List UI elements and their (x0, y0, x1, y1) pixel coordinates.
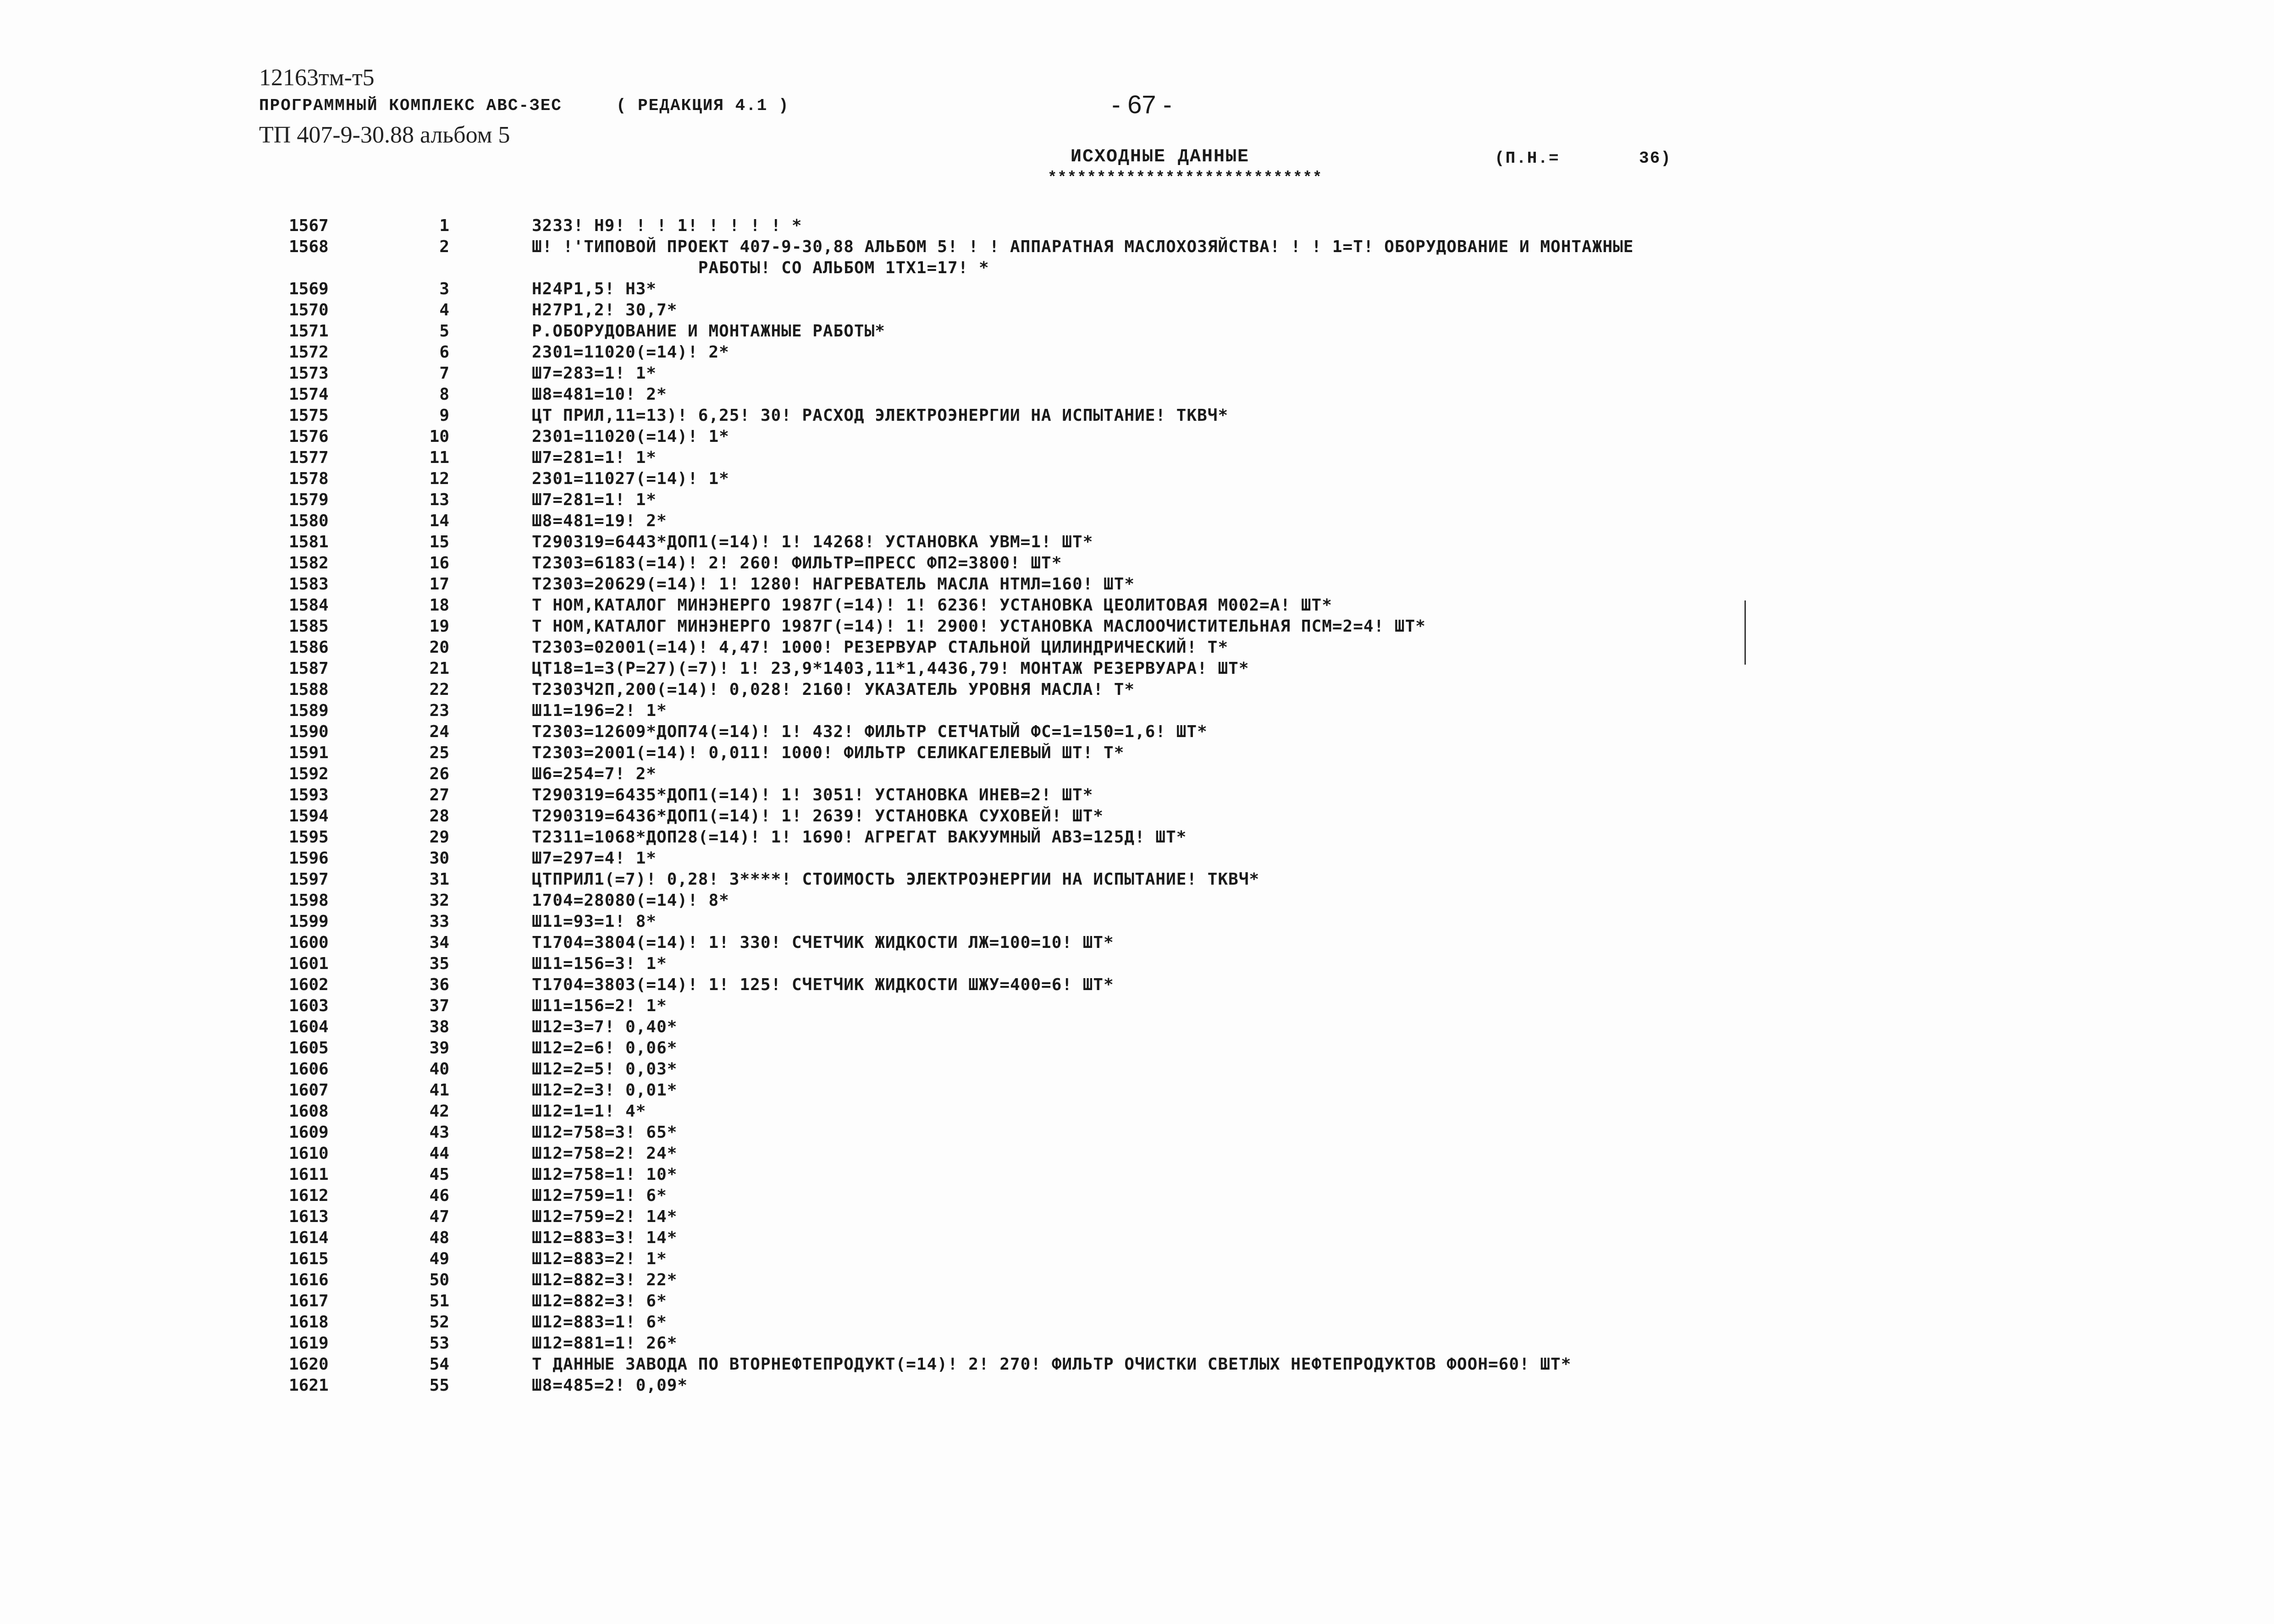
listing-row (289, 637, 2077, 658)
record-text: Ш12=882=3! 22* (532, 1271, 678, 1289)
line-number: 1572 (289, 343, 329, 362)
line-number: 1611 (289, 1165, 329, 1184)
listing-row (289, 321, 2077, 342)
record-text: Ш11=156=2! 1* (532, 996, 667, 1015)
record-text: Ш7=297=4! 1* (532, 849, 657, 868)
margin-mark (1744, 600, 1746, 665)
listing-row (289, 1249, 2077, 1270)
record-text: 1704=28080(=14)! 8* (532, 891, 729, 910)
record-text: Т2303=12609*ДОП74(=14)! 1! 432! ФИЛЬТР СЕТЧАТЫЙ ФС=1=150=1,6! ШТ* (532, 722, 1208, 741)
record-text: Т290319=6436*ДОП1(=14)! 1! 2639! УСТАНОВКА СУХОВЕЙ! ШТ* (532, 807, 1104, 826)
record-index: 1 (439, 216, 449, 235)
line-number: 1609 (289, 1123, 329, 1142)
record-index: 38 (429, 1018, 449, 1036)
record-text: Ш12=758=2! 24* (532, 1144, 678, 1163)
listing-row (289, 785, 2077, 806)
record-text: Т2303=6183(=14)! 2! 260! ФИЛЬТР=ПРЕСС ФП2=3800! ШТ* (532, 554, 1062, 573)
record-index: 53 (429, 1334, 449, 1353)
record-index: 25 (429, 743, 449, 762)
line-number: 1618 (289, 1313, 329, 1332)
record-index: 7 (439, 364, 449, 383)
line-number: 1584 (289, 596, 329, 615)
record-text: 2301=11027(=14)! 1* (532, 469, 729, 488)
line-number: 1602 (289, 975, 329, 994)
line-number: 1604 (289, 1018, 329, 1036)
line-number: 1588 (289, 680, 329, 699)
record-index: 36 (429, 975, 449, 994)
record-index: 51 (429, 1292, 449, 1310)
listing-row (289, 679, 2077, 700)
listing-row (289, 405, 2077, 426)
listing-row (289, 743, 2077, 764)
listing-row (289, 1017, 2077, 1038)
record-index: 30 (429, 849, 449, 868)
record-text: 3233! Н9! ! ! 1! ! ! ! ! * (532, 216, 802, 235)
line-number: 1615 (289, 1250, 329, 1268)
record-text: Ш12=758=3! 65* (532, 1123, 678, 1142)
line-number: 1591 (289, 743, 329, 762)
record-index: 17 (429, 575, 449, 594)
listing-row (289, 426, 2077, 447)
record-index: 46 (429, 1186, 449, 1205)
record-text: ЦТПРИЛ1(=7)! 0,28! 3****! СТОИМОСТЬ ЭЛЕКТРОЭНЕРГИИ НА ИСПЫТАНИЕ! ТКВЧ* (532, 870, 1260, 889)
document-code: 12163тм-т5 (259, 65, 375, 91)
listing-row (289, 827, 2077, 848)
listing-row (289, 237, 2077, 258)
record-index: 55 (429, 1376, 449, 1395)
record-index: 21 (429, 659, 449, 678)
record-index: 18 (429, 596, 449, 615)
record-text: Т2303=20629(=14)! 1! 1280! НАГРЕВАТЕЛЬ МАСЛА НТМЛ=160! ШТ* (532, 575, 1135, 594)
line-number: 1610 (289, 1144, 329, 1163)
record-text: 2301=11020(=14)! 2* (532, 343, 729, 362)
listing-row (289, 363, 2077, 384)
line-number: 1579 (289, 490, 329, 509)
record-index: 41 (429, 1081, 449, 1100)
record-text: Т1704=3804(=14)! 1! 330! СЧЕТЧИК ЖИДКОСТИ ЛЖ=100=10! ШТ* (532, 933, 1114, 952)
record-text: 2301=11020(=14)! 1* (532, 427, 729, 446)
line-number: 1574 (289, 385, 329, 404)
listing-row (289, 996, 2077, 1017)
line-number: 1599 (289, 912, 329, 931)
record-index: 22 (429, 680, 449, 699)
listing-row (289, 1375, 2077, 1396)
program-title: ПРОГРАММНЫЙ КОМПЛЕКС АВС-ЗЕС (259, 96, 562, 115)
record-index: 34 (429, 933, 449, 952)
listing-row (289, 721, 2077, 743)
record-text: РАБОТЫ! СО АЛЬБОМ 1ТХ1=17! * (532, 259, 989, 277)
listing-row (289, 1291, 2077, 1312)
record-index: 50 (429, 1271, 449, 1289)
record-index: 33 (429, 912, 449, 931)
line-number: 1616 (289, 1271, 329, 1289)
record-index: 8 (439, 385, 449, 404)
listing-row (289, 215, 2077, 237)
listing-row (289, 511, 2077, 532)
program-title-line (259, 96, 789, 115)
record-index: 35 (429, 954, 449, 973)
record-index: 3 (439, 280, 449, 298)
listing-row (289, 700, 2077, 721)
record-text: Ш12=759=1! 6* (532, 1186, 667, 1205)
listing-row (289, 1059, 2077, 1080)
record-text: Ш12=883=2! 1* (532, 1250, 667, 1268)
record-index: 40 (429, 1060, 449, 1079)
line-number: 1586 (289, 638, 329, 657)
record-text: Н24Р1,5! Н3* (532, 280, 657, 298)
line-number: 1589 (289, 701, 329, 720)
record-text: Ш12=2=5! 0,03* (532, 1060, 678, 1079)
listing-row (289, 848, 2077, 869)
line-number: 1596 (289, 849, 329, 868)
line-number: 1603 (289, 996, 329, 1015)
line-number: 1569 (289, 280, 329, 298)
record-text: Ш11=93=1! 8* (532, 912, 657, 931)
record-index: 5 (439, 322, 449, 341)
line-number: 1587 (289, 659, 329, 678)
record-text: Т2303=02001(=14)! 4,47! 1000! РЕЗЕРВУАР СТАЛЬНОЙ ЦИЛИНДРИЧЕСКИЙ! Т* (532, 638, 1229, 657)
record-index: 43 (429, 1123, 449, 1142)
record-index: 16 (429, 554, 449, 573)
record-text: Ш12=2=3! 0,01* (532, 1081, 678, 1100)
line-number: 1567 (289, 216, 329, 235)
record-index: 24 (429, 722, 449, 741)
record-index: 47 (429, 1207, 449, 1226)
line-number: 1608 (289, 1102, 329, 1121)
listing-row (289, 553, 2077, 574)
record-text: Ш12=882=3! 6* (532, 1292, 667, 1310)
record-index: 29 (429, 828, 449, 847)
line-number: 1598 (289, 891, 329, 910)
line-number: 1582 (289, 554, 329, 573)
listing-row (289, 890, 2077, 911)
line-number: 1568 (289, 237, 329, 256)
listing-row (289, 1164, 2077, 1185)
record-index: 32 (429, 891, 449, 910)
listing-row (289, 974, 2077, 996)
record-text: Т НОМ,КАТАЛОГ МИНЭНЕРГО 1987Г(=14)! 1! 6236! УСТАНОВКА ЦЕОЛИТОВАЯ М002=А! ШТ* (532, 596, 1332, 615)
listing-row (289, 1270, 2077, 1291)
listing-row (289, 869, 2077, 890)
listing-row (289, 279, 2077, 300)
record-index: 37 (429, 996, 449, 1015)
listing-row (289, 1122, 2077, 1143)
listing-row (289, 1143, 2077, 1164)
record-text: Ш7=283=1! 1* (532, 364, 657, 383)
record-index: 49 (429, 1250, 449, 1268)
record-text: Ш11=196=2! 1* (532, 701, 667, 720)
listing-row (289, 1038, 2077, 1059)
record-index: 14 (429, 512, 449, 530)
line-number: 1575 (289, 406, 329, 425)
listing-row (289, 447, 2077, 468)
record-text: Ш12=883=3! 14* (532, 1228, 678, 1247)
record-text: Ш12=881=1! 26* (532, 1334, 678, 1353)
project-reference: ТП 407-9-30.88 альбом 5 (259, 122, 510, 148)
record-text: Т290319=6443*ДОП1(=14)! 1! 14268! УСТАНОВКА УВМ=1! ШТ* (532, 533, 1093, 551)
line-number: 1571 (289, 322, 329, 341)
section-underline: **************************** (1048, 170, 1323, 187)
record-index: 4 (439, 301, 449, 319)
listing-row (289, 574, 2077, 595)
line-number: 1578 (289, 469, 329, 488)
line-number: 1607 (289, 1081, 329, 1100)
line-number: 1594 (289, 807, 329, 826)
listing-row (289, 1354, 2077, 1375)
line-number: 1580 (289, 512, 329, 530)
record-text: Т290319=6435*ДОП1(=14)! 1! 3051! УСТАНОВКА ИНЕВ=2! ШТ* (532, 786, 1093, 804)
listing-row (289, 300, 2077, 321)
listing-row (289, 1080, 2077, 1101)
record-text: Т2303=2001(=14)! 0,011! 1000! ФИЛЬТР СЕЛИКАГЕЛЕВЫЙ ШТ! Т* (532, 743, 1125, 762)
line-number: 1585 (289, 617, 329, 636)
record-index: 19 (429, 617, 449, 636)
listing-row (289, 953, 2077, 974)
line-number: 1613 (289, 1207, 329, 1226)
record-index: 2 (439, 237, 449, 256)
record-text: Ш12=3=7! 0,40* (532, 1018, 678, 1036)
record-text: Ш8=481=10! 2* (532, 385, 667, 404)
record-text: ЦТ ПРИЛ,11=13)! 6,25! 30! РАСХОД ЭЛЕКТРОЭНЕРГИИ НА ИСПЫТАНИЕ! ТКВЧ* (532, 406, 1229, 425)
record-index: 15 (429, 533, 449, 551)
record-index: 42 (429, 1102, 449, 1121)
listing-row (289, 384, 2077, 405)
record-text: Ш7=281=1! 1* (532, 490, 657, 509)
record-text: Т ДАННЫЕ ЗАВОДА ПО ВТОРНЕФТЕПРОДУКТ(=14)! 2! 270! ФИЛЬТР ОЧИСТКИ СВЕТЛЫХ НЕФТЕПРОДУКТОВ ФООН=60! ШТ* (532, 1355, 1572, 1374)
line-number: 1601 (289, 954, 329, 973)
line-number: 1612 (289, 1186, 329, 1205)
record-text: Т1704=3803(=14)! 1! 125! СЧЕТЧИК ЖИДКОСТИ ШЖУ=400=6! ШТ* (532, 975, 1114, 994)
record-text: Н27Р1,2! 30,7* (532, 301, 678, 319)
record-index: 12 (429, 469, 449, 488)
line-number: 1605 (289, 1039, 329, 1057)
record-text: Ш12=883=1! 6* (532, 1313, 667, 1332)
record-text: Ш7=281=1! 1* (532, 448, 657, 467)
record-text: Ш11=156=3! 1* (532, 954, 667, 973)
record-index: 48 (429, 1228, 449, 1247)
record-index: 54 (429, 1355, 449, 1374)
record-index: 45 (429, 1165, 449, 1184)
listing-row (289, 1206, 2077, 1228)
listing-row (289, 490, 2077, 511)
line-number: 1583 (289, 575, 329, 594)
record-index: 9 (439, 406, 449, 425)
edition-label: ( РЕДАКЦИЯ 4.1 ) (616, 96, 789, 115)
listing-row (289, 1185, 2077, 1206)
line-number: 1619 (289, 1334, 329, 1353)
listing-row (289, 806, 2077, 827)
line-number: 1597 (289, 870, 329, 889)
record-text: Ш12=758=1! 10* (532, 1165, 678, 1184)
record-index: 6 (439, 343, 449, 362)
section-code: (П.Н.= (1495, 149, 1560, 168)
section-number: 36) (1639, 149, 1672, 168)
line-number: 1573 (289, 364, 329, 383)
listing-row (289, 342, 2077, 363)
record-index: 28 (429, 807, 449, 826)
data-listing (289, 215, 2077, 1396)
listing-row (289, 1101, 2077, 1122)
listing-row (289, 932, 2077, 953)
record-index: 27 (429, 786, 449, 804)
line-number: 1590 (289, 722, 329, 741)
listing-row (289, 595, 2077, 616)
line-number: 1595 (289, 828, 329, 847)
listing-row (289, 532, 2077, 553)
line-number: 1576 (289, 427, 329, 446)
line-number: 1600 (289, 933, 329, 952)
record-index: 44 (429, 1144, 449, 1163)
listing-row (289, 658, 2077, 679)
record-text: Ш8=485=2! 0,09* (532, 1376, 688, 1395)
line-number: 1593 (289, 786, 329, 804)
listing-row (289, 764, 2077, 785)
listing-row (289, 616, 2077, 637)
record-text: Ш12=1=1! 4* (532, 1102, 646, 1121)
line-number: 1614 (289, 1228, 329, 1247)
record-index: 20 (429, 638, 449, 657)
record-index: 13 (429, 490, 449, 509)
record-text: Ш12=2=6! 0,06* (532, 1039, 678, 1057)
record-text: Р.ОБОРУДОВАНИЕ И МОНТАЖНЫЕ РАБОТЫ* (532, 322, 885, 341)
record-index: 10 (429, 427, 449, 446)
section-title: ИСХОДНЫЕ ДАННЫЕ (1071, 147, 1250, 167)
record-text: Т2311=1068*ДОП28(=14)! 1! 1690! АГРЕГАТ ВАКУУМНЫЙ АВЗ=125Д! ШТ* (532, 828, 1187, 847)
record-text: Т НОМ,КАТАЛОГ МИНЭНЕРГО 1987Г(=14)! 1! 2900! УСТАНОВКА МАСЛООЧИСТИТЕЛЬНАЯ ПСМ=2=4! ШТ* (532, 617, 1426, 636)
line-number: 1621 (289, 1376, 329, 1395)
line-number: 1620 (289, 1355, 329, 1374)
line-number: 1617 (289, 1292, 329, 1310)
record-index: 31 (429, 870, 449, 889)
record-text: Ш! !'ТИПОВОЙ ПРОЕКТ 407-9-30,88 АЛЬБОМ 5! ! ! АППАРАТНАЯ МАСЛОХОЗЯЙСТВА! ! ! 1=Т! ОБОРУДОВАНИЕ И МОНТАЖНЫЕ (532, 237, 1634, 256)
record-index: 11 (429, 448, 449, 467)
listing-row (289, 1228, 2077, 1249)
record-index: 26 (429, 765, 449, 783)
listing-row (289, 258, 2077, 279)
line-number: 1577 (289, 448, 329, 467)
record-index: 39 (429, 1039, 449, 1057)
record-text: Т2303Ч2П,200(=14)! 0,028! 2160! УКАЗАТЕЛЬ УРОВНЯ МАСЛА! Т* (532, 680, 1135, 699)
line-number: 1606 (289, 1060, 329, 1079)
record-index: 23 (429, 701, 449, 720)
page-number: - 67 - (1112, 90, 1172, 119)
listing-row (289, 1333, 2077, 1354)
record-text: ЦТ18=1=3(Р=27)(=7)! 1! 23,9*1403,11*1,4436,79! МОНТАЖ РЕЗЕРВУАРА! ШТ* (532, 659, 1249, 678)
line-number: 1581 (289, 533, 329, 551)
record-text: Ш8=481=19! 2* (532, 512, 667, 530)
listing-row (289, 1312, 2077, 1333)
line-number: 1570 (289, 301, 329, 319)
listing-row (289, 911, 2077, 932)
record-text: Ш6=254=7! 2* (532, 765, 657, 783)
listing-row (289, 468, 2077, 490)
line-number: 1592 (289, 765, 329, 783)
record-text: Ш12=759=2! 14* (532, 1207, 678, 1226)
record-index: 52 (429, 1313, 449, 1332)
